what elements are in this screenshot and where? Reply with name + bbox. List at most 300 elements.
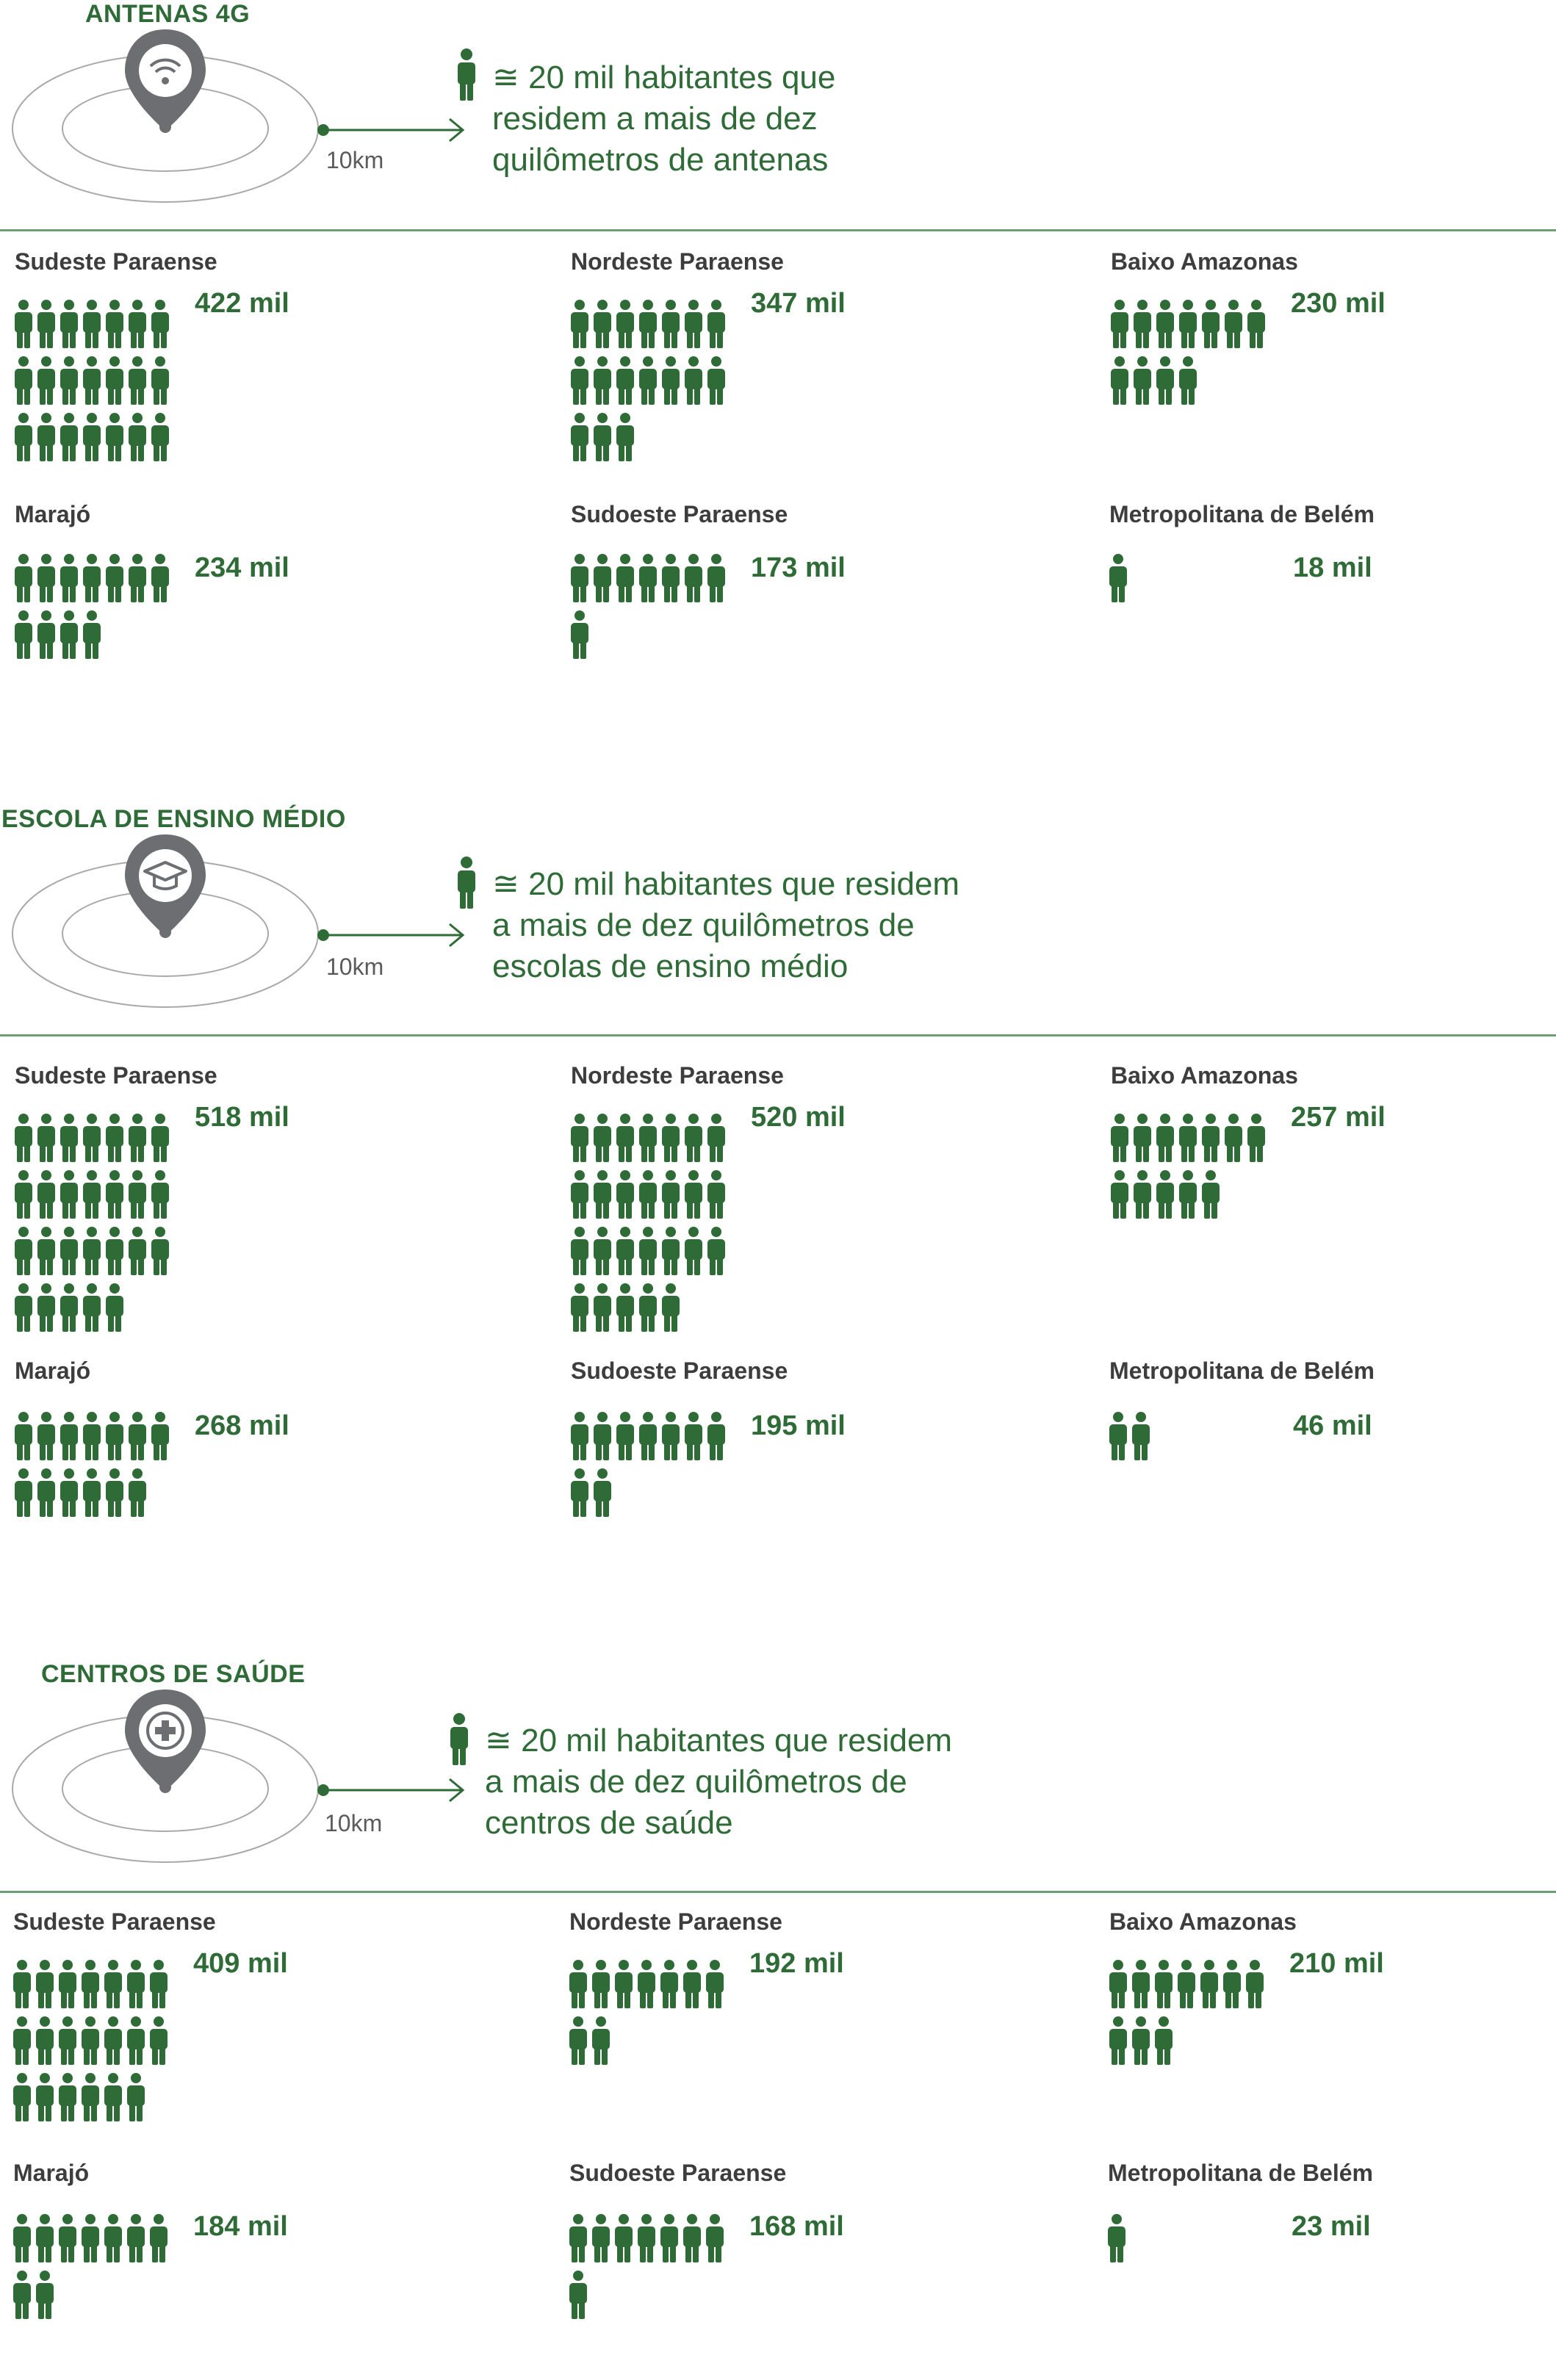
section-escola	[0, 805, 1556, 1540]
person-icon	[82, 1960, 99, 2008]
person-icon	[36, 2214, 54, 2262]
person-icon	[594, 1283, 611, 1332]
person-icon	[83, 1468, 101, 1517]
person-icon	[36, 1960, 54, 2008]
person-icon	[639, 1412, 657, 1460]
person-icon	[83, 1283, 101, 1332]
person-icon	[129, 1412, 146, 1460]
person-icon	[1202, 1170, 1220, 1219]
person-icon	[129, 554, 146, 602]
person-icon	[150, 2214, 168, 2262]
person-icon	[660, 1960, 678, 2008]
person-icon	[1200, 1960, 1218, 2008]
person-icon	[1225, 1114, 1242, 1162]
person-icon-grid	[569, 2214, 729, 2331]
graduation-cap-icon	[125, 834, 206, 936]
person-icon	[150, 2016, 168, 2065]
person-icon	[662, 1412, 680, 1460]
coverage-radius-graphic	[0, 1690, 485, 1910]
person-icon	[592, 2214, 610, 2262]
person-icon	[569, 2016, 587, 2065]
legend-line: ≅ 20 mil habitantes que residem	[492, 866, 960, 902]
person-icon	[151, 554, 169, 602]
coverage-radius-graphic	[0, 29, 485, 250]
region-name: Marajó	[15, 1357, 91, 1384]
person-icon	[616, 1114, 634, 1162]
person-icon	[571, 1114, 588, 1162]
section-divider	[0, 229, 1556, 231]
person-icon	[1223, 1960, 1241, 2008]
person-icon	[83, 1227, 101, 1275]
region-name: Metropolitana de Belém	[1109, 501, 1375, 527]
person-icon	[151, 413, 169, 461]
section-divider	[0, 1891, 1556, 1893]
person-icon	[60, 610, 78, 659]
person-icon	[60, 1170, 78, 1219]
person-icon	[82, 2016, 99, 2065]
person-icon-svg	[571, 554, 730, 667]
person-icon	[615, 1960, 633, 2008]
person-icon-svg	[571, 1114, 730, 1340]
person-icon	[707, 1227, 725, 1275]
region-name: Baixo Amazonas	[1111, 1062, 1298, 1089]
person-icon	[594, 554, 611, 602]
person-icon-grid	[13, 2214, 173, 2331]
person-icon	[616, 413, 634, 461]
person-icon	[638, 1960, 655, 2008]
radius-label: 10km	[325, 1810, 383, 1836]
person-icon-grid	[1111, 300, 1270, 416]
person-icon	[1156, 300, 1174, 348]
section-antenas	[0, 0, 1556, 690]
legend-text	[492, 864, 959, 987]
region-value: 268 mil	[195, 1410, 289, 1441]
person-icon	[639, 554, 657, 602]
region-value: 192 mil	[749, 1948, 844, 1979]
person-icon	[83, 1114, 101, 1162]
person-icon	[82, 2214, 99, 2262]
person-icon	[594, 1412, 611, 1460]
person-icon-grid	[571, 554, 730, 671]
region-value: 230 mil	[1291, 288, 1386, 319]
legend-line: a mais de dez quilômetros de	[492, 907, 915, 943]
person-icon	[1202, 1114, 1220, 1162]
region-card	[1111, 248, 1556, 469]
person-icon	[37, 554, 55, 602]
person-icon	[594, 413, 611, 461]
person-icon	[127, 2073, 145, 2121]
legend-line: ≅ 20 mil habitantes que residem	[485, 1723, 953, 1759]
person-icon	[569, 1960, 587, 2008]
person-icon-grid	[569, 1960, 729, 2077]
region-card	[1109, 1908, 1556, 2129]
person-icon	[662, 356, 680, 405]
person-icon	[706, 1960, 724, 2008]
person-icon	[83, 413, 101, 461]
person-icon	[13, 2073, 31, 2121]
region-card	[571, 1062, 1041, 1283]
person-icon	[13, 2271, 31, 2319]
person-icon	[151, 1170, 169, 1219]
person-icon	[1111, 1114, 1128, 1162]
person-icon	[129, 1227, 146, 1275]
region-name: Baixo Amazonas	[1109, 1908, 1297, 1935]
region-name: Sudeste Paraense	[15, 1062, 217, 1089]
region-card	[569, 2160, 1040, 2380]
region-card	[1111, 1062, 1556, 1283]
legend-line: residem a mais de dez	[492, 101, 818, 137]
person-icon	[639, 1283, 657, 1332]
person-icon	[15, 1468, 32, 1517]
person-icon	[1111, 356, 1128, 405]
region-card	[1109, 501, 1556, 721]
person-icon	[60, 356, 78, 405]
person-icon	[616, 1227, 634, 1275]
person-icon	[1202, 300, 1220, 348]
person-icon	[151, 356, 169, 405]
person-icon	[1247, 300, 1265, 348]
center-dot	[159, 121, 171, 133]
person-icon	[37, 413, 55, 461]
region-value: 168 mil	[749, 2211, 844, 2242]
person-icon	[106, 1227, 123, 1275]
person-icon	[685, 1227, 702, 1275]
person-icon	[594, 1468, 611, 1517]
person-icon	[13, 2016, 31, 2065]
person-icon	[1246, 1960, 1264, 2008]
center-dot	[159, 926, 171, 938]
person-icon	[685, 1114, 702, 1162]
person-icon	[616, 1412, 634, 1460]
person-icon-svg	[1109, 1960, 1269, 2073]
person-icon	[15, 413, 32, 461]
person-icon	[83, 1170, 101, 1219]
region-name: Metropolitana de Belém	[1108, 2160, 1373, 2186]
region-value: 195 mil	[751, 1410, 846, 1441]
person-icon	[616, 1170, 634, 1219]
person-icon	[639, 356, 657, 405]
person-icon	[127, 2016, 145, 2065]
person-icon	[1108, 2214, 1125, 2262]
person-icon	[1156, 1114, 1174, 1162]
person-icon	[37, 1468, 55, 1517]
person-icon	[83, 610, 101, 659]
person-icon	[150, 1960, 168, 2008]
person-icon	[15, 1170, 32, 1219]
person-icon	[639, 1227, 657, 1275]
person-icon	[106, 1170, 123, 1219]
person-icon	[37, 1412, 55, 1460]
person-icon	[37, 1170, 55, 1219]
person-icon	[1132, 1960, 1150, 2008]
region-value: 409 mil	[193, 1948, 288, 1979]
person-icon	[37, 300, 55, 348]
region-card	[13, 1908, 483, 2129]
person-icon	[60, 413, 78, 461]
person-icon	[1179, 1170, 1197, 1219]
person-icon-svg	[1111, 1114, 1270, 1227]
person-icon	[127, 2214, 145, 2262]
person-icon	[662, 1227, 680, 1275]
person-icon	[639, 300, 657, 348]
person-icon-grid	[15, 554, 174, 671]
person-icon	[1156, 356, 1174, 405]
person-icon	[106, 1468, 123, 1517]
coverage-radius-graphic	[0, 834, 485, 1055]
person-icon	[106, 1412, 123, 1460]
person-icon	[571, 1170, 588, 1219]
person-icon	[60, 1227, 78, 1275]
person-icon	[707, 300, 725, 348]
region-name: Nordeste Paraense	[569, 1908, 782, 1935]
person-icon	[15, 1114, 32, 1162]
person-icon-grid	[1109, 1412, 1269, 1472]
person-icon	[662, 300, 680, 348]
region-value: 422 mil	[195, 288, 289, 319]
person-icon	[685, 1170, 702, 1219]
person-icon	[571, 1468, 588, 1517]
person-icon	[706, 2214, 724, 2262]
person-icon	[615, 2214, 633, 2262]
region-card	[1109, 1357, 1556, 1578]
person-icon-svg	[1111, 300, 1270, 413]
person-icon	[1111, 300, 1128, 348]
person-icon	[1178, 1960, 1195, 2008]
region-card	[571, 1357, 1041, 1578]
person-icon	[59, 2016, 76, 2065]
region-value: 257 mil	[1291, 1102, 1386, 1133]
person-icon	[60, 1412, 78, 1460]
region-card	[1108, 2160, 1556, 2380]
legend-line: centros de saúde	[485, 1805, 733, 1841]
person-icon	[151, 1114, 169, 1162]
person-icon	[707, 1170, 725, 1219]
person-icon-grid	[571, 1412, 730, 1529]
region-value: 46 mil	[1293, 1410, 1372, 1441]
person-icon	[129, 1114, 146, 1162]
person-icon	[129, 413, 146, 461]
person-icon	[1134, 300, 1151, 348]
person-icon	[594, 356, 611, 405]
person-icon-grid	[1111, 1114, 1270, 1230]
person-icon	[707, 1114, 725, 1162]
region-value: 23 mil	[1292, 2211, 1371, 2242]
person-icon	[83, 356, 101, 405]
person-icon-svg	[13, 2214, 173, 2327]
person-icon	[571, 1227, 588, 1275]
person-icon	[83, 554, 101, 602]
person-icon	[662, 1170, 680, 1219]
person-icon	[685, 1412, 702, 1460]
region-name: Nordeste Paraense	[571, 248, 784, 275]
person-icon-svg	[1109, 1412, 1269, 1468]
legend-line: quilômetros de antenas	[492, 142, 829, 178]
person-icon	[60, 1468, 78, 1517]
person-icon	[1111, 1170, 1128, 1219]
person-icon	[707, 356, 725, 405]
section-saude	[0, 1660, 1556, 2325]
person-icon	[594, 1114, 611, 1162]
person-icon	[638, 2214, 655, 2262]
person-icon	[571, 300, 588, 348]
person-icon	[1179, 1114, 1197, 1162]
health-cross-icon	[125, 1690, 206, 1791]
region-card	[569, 1908, 1040, 2129]
person-icon	[592, 1960, 610, 2008]
person-icon	[15, 554, 32, 602]
person-icon	[662, 554, 680, 602]
person-icon	[151, 300, 169, 348]
person-icon	[151, 1227, 169, 1275]
person-icon-svg	[569, 2214, 729, 2327]
person-icon	[685, 300, 702, 348]
person-icon-svg	[15, 554, 174, 667]
person-icon	[15, 1227, 32, 1275]
person-icon	[571, 1412, 588, 1460]
region-name: Sudoeste Paraense	[571, 501, 788, 527]
person-icon	[60, 1283, 78, 1332]
center-dot	[159, 1781, 171, 1793]
person-icon-grid	[1108, 2214, 1267, 2274]
region-value: 210 mil	[1289, 1948, 1384, 1979]
person-icon	[707, 1412, 725, 1460]
person-icon	[569, 2271, 587, 2319]
region-name: Marajó	[15, 501, 91, 527]
person-icon	[129, 356, 146, 405]
person-icon	[685, 554, 702, 602]
legend-line: a mais de dez quilômetros de	[485, 1764, 907, 1800]
region-card	[15, 248, 485, 469]
person-icon	[37, 610, 55, 659]
person-icon	[15, 356, 32, 405]
person-icon	[594, 300, 611, 348]
person-icon-grid	[571, 300, 730, 473]
region-card	[13, 2160, 483, 2380]
person-icon	[616, 300, 634, 348]
person-icon	[571, 356, 588, 405]
region-name: Nordeste Paraense	[571, 1062, 784, 1089]
person-icon-svg	[1108, 2214, 1267, 2271]
region-value: 173 mil	[751, 552, 846, 583]
person-icon	[104, 2016, 122, 2065]
person-icon-svg	[15, 1412, 174, 1525]
person-icon	[1134, 1114, 1151, 1162]
person-icon	[106, 356, 123, 405]
region-name: Sudeste Paraense	[15, 248, 217, 275]
person-icon	[106, 1114, 123, 1162]
person-icon-grid	[1109, 554, 1269, 614]
person-icon	[36, 2016, 54, 2065]
region-card	[15, 501, 485, 721]
person-icon	[1109, 554, 1127, 602]
region-value: 18 mil	[1293, 552, 1372, 583]
person-icon-grid	[15, 300, 174, 473]
region-value: 518 mil	[195, 1102, 289, 1133]
region-card	[571, 248, 1041, 469]
person-icon-grid	[15, 1412, 174, 1529]
region-name: Metropolitana de Belém	[1109, 1357, 1375, 1384]
person-icon	[571, 413, 588, 461]
person-icon	[1225, 300, 1242, 348]
person-icon	[36, 2271, 54, 2319]
region-value: 520 mil	[751, 1102, 846, 1133]
person-icon	[1109, 1960, 1127, 2008]
region-name: Marajó	[13, 2160, 90, 2186]
person-icon	[450, 1713, 469, 1766]
region-name: Baixo Amazonas	[1111, 248, 1298, 275]
person-icon	[616, 554, 634, 602]
person-icon	[1179, 300, 1197, 348]
person-icon	[82, 2073, 99, 2121]
person-icon-svg	[13, 1960, 173, 2130]
person-icon	[83, 1412, 101, 1460]
person-icon	[106, 554, 123, 602]
region-card	[15, 1357, 485, 1578]
person-icon	[457, 857, 476, 909]
person-icon	[594, 1170, 611, 1219]
legend-line: ≅ 20 mil habitantes que	[492, 60, 836, 95]
person-icon	[37, 1227, 55, 1275]
person-icon	[104, 2214, 122, 2262]
person-icon	[60, 554, 78, 602]
section-title: ESCOLA DE ENSINO MÉDIO	[1, 805, 346, 833]
person-icon	[59, 1960, 76, 2008]
person-icon	[571, 610, 588, 659]
person-icon	[37, 1114, 55, 1162]
person-icon	[1134, 1170, 1151, 1219]
region-value: 234 mil	[195, 552, 289, 583]
person-icon	[616, 1283, 634, 1332]
legend-text	[485, 1720, 952, 1844]
person-icon	[1109, 1412, 1127, 1460]
person-icon	[59, 2073, 76, 2121]
person-icon	[1134, 356, 1151, 405]
person-icon	[129, 300, 146, 348]
person-icon-grid	[1109, 1960, 1269, 2077]
radius-label: 10km	[326, 953, 384, 980]
person-icon	[592, 2016, 610, 2065]
person-icon-grid	[15, 1114, 174, 1344]
region-card	[15, 1062, 485, 1283]
person-icon	[15, 300, 32, 348]
person-icon	[104, 2073, 122, 2121]
person-icon	[129, 1468, 146, 1517]
person-icon-svg	[15, 300, 174, 469]
person-icon	[662, 1114, 680, 1162]
person-icon	[685, 356, 702, 405]
person-icon	[15, 610, 32, 659]
region-value: 184 mil	[193, 2211, 288, 2242]
person-icon-svg	[15, 1114, 174, 1340]
person-icon	[683, 1960, 701, 2008]
person-icon-grid	[13, 1960, 173, 2133]
person-icon	[594, 1227, 611, 1275]
person-icon	[1247, 1114, 1265, 1162]
person-icon	[616, 356, 634, 405]
person-icon	[1156, 1170, 1174, 1219]
region-name: Sudoeste Paraense	[571, 1357, 788, 1384]
person-icon	[457, 48, 476, 101]
person-icon	[639, 1114, 657, 1162]
person-icon	[104, 1960, 122, 2008]
person-icon	[13, 2214, 31, 2262]
person-icon-svg	[569, 1960, 729, 2073]
region-name: Sudeste Paraense	[13, 1908, 216, 1935]
section-title: CENTROS DE SAÚDE	[41, 1660, 306, 1688]
region-name: Sudoeste Paraense	[569, 2160, 787, 2186]
section-title: ANTENAS 4G	[85, 0, 251, 28]
person-icon	[13, 1960, 31, 2008]
